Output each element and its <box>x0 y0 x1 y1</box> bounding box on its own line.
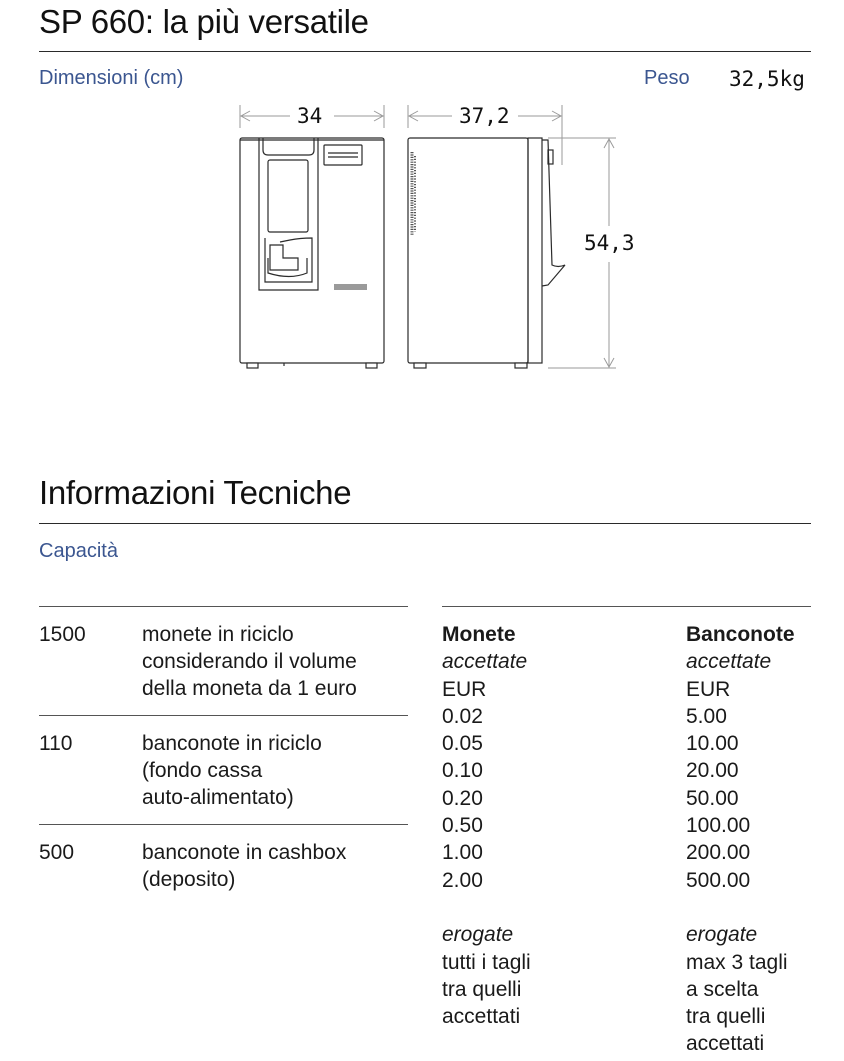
side-view <box>408 138 565 368</box>
capacity-description-line: considerando il volume <box>142 650 357 673</box>
section-divider <box>39 523 811 524</box>
weight-value: 32,5kg <box>729 67 805 91</box>
coins-accepted-label: accettate <box>442 650 528 674</box>
capacity-description-line: (fondo cassa <box>142 759 263 782</box>
coin-value: 0.10 <box>442 759 483 783</box>
capacity-value: 1500 <box>39 623 86 646</box>
capacity-description-line: banconote in cashbox <box>142 841 347 864</box>
capacity-value: 500 <box>39 841 75 864</box>
page-title: SP 660: la più versatile <box>39 3 369 40</box>
banknotes-column <box>686 621 795 1058</box>
front-view <box>240 138 384 368</box>
coins-currency: EUR <box>442 677 487 701</box>
coins-dispensed-label: erogate <box>442 923 514 947</box>
width-dimension: 34 <box>297 104 323 128</box>
banknote-value: 200.00 <box>686 841 751 865</box>
coin-value: 1.00 <box>442 841 483 865</box>
coins-dispensed-line: accettati <box>442 1005 521 1029</box>
dimensions-label: Dimensioni (cm) <box>39 67 184 89</box>
capacity-description-line: della moneta da 1 euro <box>142 677 357 700</box>
banknotes-dispensed-line: a scelta <box>686 977 759 1001</box>
banknotes-dispensed-line: max 3 tagli <box>686 950 788 974</box>
capacity-divider <box>39 606 408 607</box>
banknotes-dispensed-label: erogate <box>686 923 758 947</box>
banknote-value: 100.00 <box>686 814 751 838</box>
coin-value: 0.02 <box>442 704 483 728</box>
depth-dimension: 37,2 <box>459 104 510 128</box>
height-dimension: 54,3 <box>584 231 635 255</box>
banknote-value: 10.00 <box>686 732 739 756</box>
capacity-description-line: (deposito) <box>142 868 236 891</box>
coin-value: 0.05 <box>442 732 483 756</box>
coins-dispensed-line: tra quelli <box>442 977 522 1001</box>
coins-column <box>442 621 531 1030</box>
banknotes-accepted-label: accettate <box>686 650 772 674</box>
banknote-value: 5.00 <box>686 704 727 728</box>
machine-drawing <box>0 0 844 420</box>
coins-heading: Monete <box>442 623 516 646</box>
capacity-divider <box>39 824 408 825</box>
capacity-description <box>142 730 407 811</box>
weight-label: Peso <box>644 67 690 89</box>
denominations-divider <box>442 606 811 607</box>
capacity-value: 110 <box>39 732 73 755</box>
banknotes-dispensed-line: tra quelli <box>686 1005 766 1029</box>
capacity-description <box>142 621 407 702</box>
banknotes-heading: Banconote <box>686 623 795 646</box>
section-title: Informazioni Tecniche <box>39 474 352 511</box>
capacity-description <box>142 839 407 893</box>
banknotes-dispensed-line: accettati <box>686 1032 765 1056</box>
capacity-description-line: banconote in riciclo <box>142 732 322 755</box>
coin-value: 0.50 <box>442 814 483 838</box>
banknote-value: 50.00 <box>686 786 739 810</box>
capacity-description-line: monete in riciclo <box>142 623 294 646</box>
coin-value: 0.20 <box>442 786 483 810</box>
capacity-label: Capacità <box>39 540 118 562</box>
capacity-description-line: auto-alimentato) <box>142 786 294 809</box>
capacity-divider <box>39 715 408 716</box>
banknote-value: 20.00 <box>686 759 739 783</box>
coin-value: 2.00 <box>442 868 483 892</box>
banknotes-currency: EUR <box>686 677 731 701</box>
banknote-value: 500.00 <box>686 868 751 892</box>
coins-dispensed-line: tutti i tagli <box>442 950 531 974</box>
